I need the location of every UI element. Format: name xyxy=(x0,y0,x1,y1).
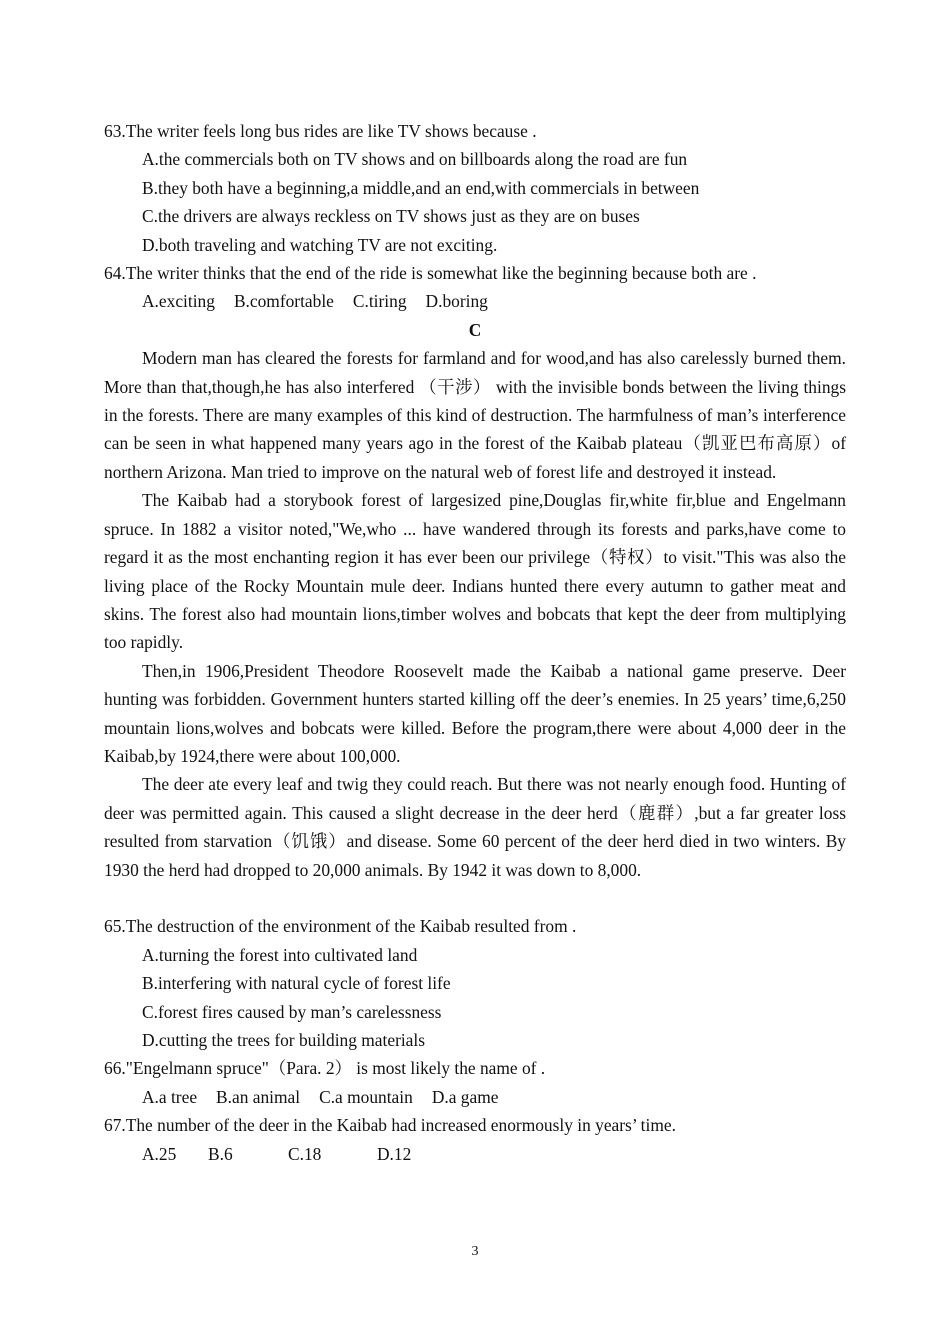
question-65-option-b: B.interfering with natural cycle of forest life xyxy=(142,973,451,994)
question-66-option-a: A.a tree xyxy=(142,1086,198,1107)
question-64-options xyxy=(104,287,846,315)
question-64-option-b: B.comfortable xyxy=(233,291,334,312)
passage-paragraph-3: Then,in 1906,President Theodore Roosevelt made the Kaibab a national game preserve. Deer hunting was forbidden. Government hunters started killing off the deer’s enemies. In 25 years’ time,6,250 mountain lions,wolves and bobcats were killed. Before the program,there were about 4,000 deer in the Kaibab,by 1924,there were about 100,000. xyxy=(104,660,846,766)
question-65-option-d: D.cutting the trees for building materials xyxy=(142,1029,426,1050)
question-66-stem: 66."Engelmann spruce"（Para. 2） is most likely the name of . xyxy=(104,1058,546,1079)
question-64-stem: 64.The writer thinks that the end of the ride is somewhat like the beginning because both are . xyxy=(104,263,757,284)
page-number: 3 xyxy=(471,1244,479,1259)
question-64-option-a: A.exciting xyxy=(142,291,215,312)
passage-paragraph-1: Modern man has cleared the forests for farmland and for wood,and has also carelessly burned them. More than that,though,he has also interfered （干涉） with the invisible bonds between the living things in the forests. There are many examples of this kind of destruction. The harmfulness of man’s interference can be seen in what happened many years ago in the forest of the Kaibab plateau（凯亚巴布高原）of northern Arizona. Man tried to improve on the natural web of forest life and destroyed it instead. xyxy=(104,348,846,482)
question-67-option-a: A.25 xyxy=(142,1143,177,1164)
question-63-option-a: A.the commercials both on TV shows and on billboards along the road are fun xyxy=(142,149,688,170)
question-67-option-c: C.18 xyxy=(288,1143,322,1164)
question-67-stem: 67.The number of the deer in the Kaibab had increased enormously in years’ time. xyxy=(104,1115,676,1136)
question-65-option-c: C.forest fires caused by man’s carelessness xyxy=(142,1001,442,1022)
passage-paragraph-4: The deer ate every leaf and twig they could reach. But there was not nearly enough food. Hunting of deer was permitted again. This caused a slight decrease in the deer herd（鹿群）,but a far greater loss resulted from starvation（饥饿）and disease. Some 60 percent of the deer herd died in two winters. By 1930 the herd had dropped to 20,000 animals. By 1942 it was down to 8,000. xyxy=(104,774,846,880)
question-66-options xyxy=(104,1083,846,1111)
question-64-option-c: C.tiring xyxy=(352,291,407,312)
question-66-option-b: B.an animal xyxy=(216,1086,301,1107)
question-67-options xyxy=(104,1140,846,1168)
question-63-option-d: D.both traveling and watching TV are not exciting. xyxy=(142,234,498,255)
question-65-option-a: A.turning the forest into cultivated land xyxy=(142,944,418,965)
question-67-option-b: B.6 xyxy=(208,1143,233,1164)
question-63-option-b: B.they both have a beginning,a middle,and an end,with commercials in between xyxy=(142,177,700,198)
question-63-option-c: C.the drivers are always reckless on TV shows just as they are on buses xyxy=(142,206,640,227)
spacer xyxy=(104,884,846,912)
passage-paragraph-2: The Kaibab had a storybook forest of largesized pine,Douglas fir,white fir,blue and Engelmann spruce. In 1882 a visitor noted,"We,who ... have wandered through its forests and parks,have come to regard it as the most enchanting region it has ever been our privilege（特权）to visit."This was also the living place of the Rocky Mountain mule deer. Indians hunted there every autumn to gather meat and skins. The forest also had mountain lions,timber wolves and bobcats that kept the deer from multiplying too rapidly. xyxy=(104,490,846,653)
question-66-option-c: C.a mountain xyxy=(319,1086,413,1107)
question-63-stem: 63.The writer feels long bus rides are like TV shows because . xyxy=(104,121,537,141)
question-64-option-d: D.boring xyxy=(425,291,488,312)
question-67-option-d: D.12 xyxy=(377,1143,412,1164)
question-65-stem: 65.The destruction of the environment of the Kaibab resulted from . xyxy=(104,916,577,937)
question-66-option-d: D.a game xyxy=(431,1086,499,1107)
page-content xyxy=(104,117,846,1168)
section-c-title: C xyxy=(468,319,482,340)
